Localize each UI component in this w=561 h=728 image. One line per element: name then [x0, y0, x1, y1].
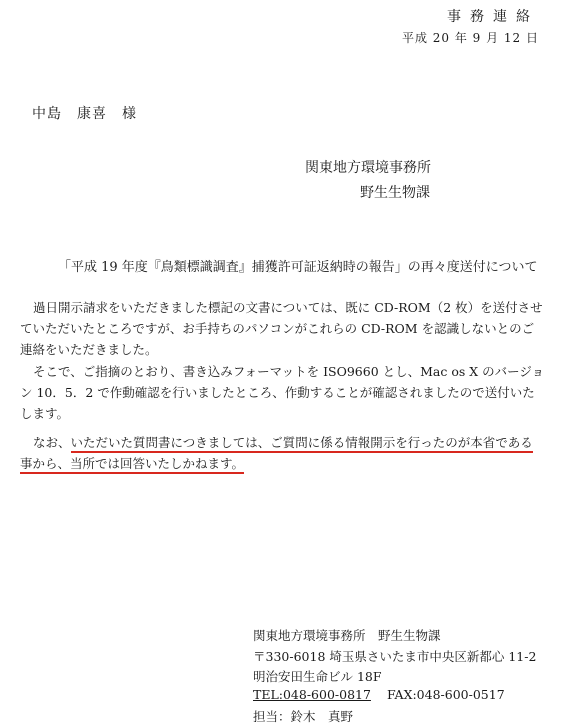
- body-paragraph-3-lead: なお、: [33, 435, 71, 450]
- body-paragraph-3: [20, 432, 545, 474]
- contact-tel: TEL:048-600-0817: [253, 687, 371, 702]
- body-paragraph-2: [20, 361, 545, 424]
- recipient-name: 中島 康喜 様: [32, 106, 137, 122]
- contact-person: 担当：鈴木 真野: [253, 709, 354, 724]
- contact-address: 〒330-6018 埼玉県さいたま市中央区新都心 11-2: [253, 649, 537, 664]
- contact-building: 明治安田生命ビル 18F: [253, 669, 382, 684]
- contact-office-division: 関東地方環境事務所 野生生物課: [253, 628, 441, 643]
- contact-fax: FAX:048-600-0517: [386, 687, 505, 702]
- body-paragraph-1: [20, 297, 545, 360]
- contact-phone-fax: [253, 687, 505, 702]
- subject-line: 「平成 19 年度『鳥類標識調査』捕獲許可証返納時の報告」の再々度送付について: [58, 260, 538, 275]
- body-paragraph-2-text: そこで、ご指摘のとおり、書き込みフォーマットを ISO9660 とし、Mac os X のバージョン 10．5．2 で作動確認を行いましたところ、作動することが確認されましたので送付いたします。: [20, 364, 545, 421]
- highlighted-notice: いただいた質問書につきましては、ご質問に係る情報開示を行ったのが本省である事から、当所では回答いたしかねます。: [20, 435, 533, 474]
- sender-office: 関東地方環境事務所: [305, 160, 431, 176]
- document-type: 事務連絡: [447, 9, 539, 25]
- body-paragraph-1-text: 過日開示請求をいただきました標記の文書については、既に CD-ROM（2 枚）を送付させていただいたところですが、お手持ちのパソコンがこれらの CD-ROM を認識しないとのご連絡をいただきました。: [20, 300, 543, 357]
- document-date: 平成 20 年 9 月 12 日: [401, 31, 539, 45]
- sender-division: 野生生物課: [360, 185, 430, 201]
